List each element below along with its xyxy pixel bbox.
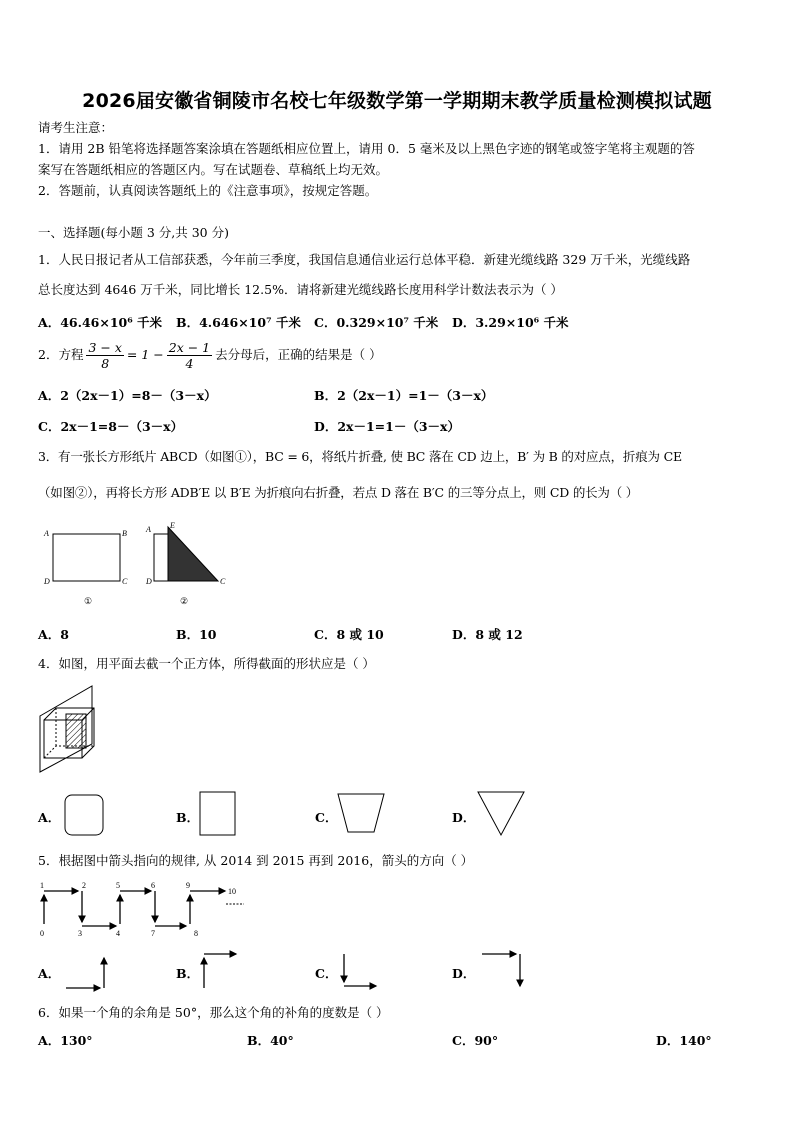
- q1-line-1: 1．人民日报记者从工信部获悉，今年前三季度，我国信息通信业运行总体平稳．新建光缆线路 329 万千米，光缆线路: [38, 252, 691, 267]
- svg-text:B: B: [122, 529, 127, 538]
- q5-option-c: C．: [315, 966, 338, 981]
- q2-fraction-2: [167, 340, 212, 371]
- q5-option-d: D．: [452, 966, 476, 981]
- q3-line-1: 3．有一张长方形纸片 ABCD（如图①），BC = 6，将纸片折叠, 使 BC 落在 CD 边上，B′ 为 B 的对应点，折痕为 CE: [38, 449, 682, 464]
- q6-option-d: D．140°: [656, 1033, 712, 1048]
- q3-option-d: D．8 或 12: [452, 627, 523, 642]
- svg-text:10: 10: [228, 887, 236, 896]
- q2-frac1-den: 8: [101, 355, 110, 371]
- svg-text:D: D: [146, 577, 152, 586]
- q4-option-d: D．: [452, 810, 476, 825]
- q5-option-b: B．: [176, 966, 200, 981]
- q3-option-b: B．10: [176, 627, 217, 642]
- q5-arrow-pattern: [34, 878, 254, 940]
- notice-line-1b: 案写在答题纸相应的答题区内。写在试题卷、草稿纸上均无效。: [38, 162, 389, 177]
- q2-frac2-num: 2x − 1: [168, 339, 211, 355]
- q2-option-d: D．2x－1=1－（3－x）: [314, 419, 461, 434]
- q5-stem: 5．根据图中箭头指向的规律, 从 2014 到 2015 再到 2016，箭头的方向（ ）: [38, 853, 474, 868]
- q4-options: [38, 790, 558, 840]
- q6-stem: 6．如果一个角的余角是 50°，那么这个角的补角的度数是（ ）: [38, 1005, 389, 1020]
- q2-option-b: B．2（2x－1）=1－（3－x）: [314, 388, 494, 403]
- q3-figure-1: [43, 529, 128, 606]
- svg-text:8: 8: [194, 929, 198, 938]
- svg-text:C: C: [220, 577, 226, 586]
- q6-option-a: A．130°: [38, 1033, 93, 1048]
- q1-option-b: B．4.646×10⁷ 千米: [176, 315, 301, 330]
- q2-fraction-1: [86, 340, 123, 371]
- triangle-shape: [476, 790, 526, 838]
- svg-text:7: 7: [151, 929, 155, 938]
- q1-option-d: D．3.29×10⁶ 千米: [452, 315, 569, 330]
- page-title: 2026届安徽省铜陵市名校七年级数学第一学期期末教学质量检测模拟试题: [82, 90, 712, 112]
- q4-option-b: B．: [176, 810, 200, 825]
- trapezoid-shape: [336, 792, 386, 836]
- q4-option-c: C．: [315, 810, 338, 825]
- q6-option-c: C．90°: [452, 1033, 499, 1048]
- arrow-right-then-up-icon: [62, 948, 110, 992]
- q5-option-a: A．: [38, 966, 61, 981]
- q1-option-c: C．0.329×10⁷ 千米: [314, 315, 439, 330]
- notice-heading: 请考生注意：: [38, 120, 114, 135]
- q2-prefix: 2．方程: [38, 347, 84, 362]
- svg-text:3: 3: [78, 929, 82, 938]
- svg-text:1: 1: [40, 881, 44, 890]
- q3-figures: [38, 522, 248, 612]
- notice-line-1a: 1．请用 2B 铅笔将选择题答案涂填在答题纸相应位置上，请用 0．5 毫米及以上黑色字迹的钢笔或签字笔将主观题的答: [38, 141, 695, 156]
- svg-text:5: 5: [116, 881, 120, 890]
- svg-text:A: A: [44, 529, 49, 538]
- svg-text:6: 6: [151, 881, 155, 890]
- q4-option-a: A．: [38, 810, 61, 825]
- arrow-down-then-right-icon: [338, 948, 386, 992]
- q2-option-c: C．2x－1=8－（3－x）: [38, 419, 184, 434]
- q4-stem: 4．如图，用平面去截一个正方体，所得截面的形状应是（ ）: [38, 656, 375, 671]
- q3-line-2: （如图②），再将长方形 ADB′E 以 B′E 为折痕向右折叠，若点 D 落在 B′C 的三等分点上，则 CD 的长为（ ）: [38, 485, 639, 500]
- q2-stem: [38, 337, 382, 373]
- arrow-right-then-down-icon: [478, 948, 526, 996]
- svg-text:9: 9: [186, 881, 190, 890]
- q2-mid: = 1 −: [126, 347, 164, 362]
- q6-option-b: B．40°: [247, 1033, 294, 1048]
- q4-cube-figure: [36, 682, 108, 774]
- rectangle-shape: [198, 790, 238, 838]
- svg-text:4: 4: [116, 929, 120, 938]
- fig2-label: ②: [180, 596, 189, 606]
- q3-option-c: C．8 或 10: [314, 627, 384, 642]
- q1-line-2: 总长度达到 4646 万千米，同比增长 12.5%．请将新建光缆线路长度用科学计数法表示为（ ）: [38, 282, 563, 297]
- arrow-up-then-right-icon: [198, 948, 246, 992]
- svg-text:D: D: [44, 577, 50, 586]
- q3-figure-2: [145, 522, 226, 606]
- q2-frac1-num: 3 − x: [88, 339, 122, 355]
- q2-suffix: 去分母后，正确的结果是（ ）: [215, 347, 382, 362]
- q3-option-a: A．8: [38, 627, 69, 642]
- section-heading: 一、选择题(每小题 3 分,共 30 分): [38, 225, 229, 240]
- notice-line-2: 2．答题前，认真阅读答题纸上的《注意事项》，按规定答题。: [38, 183, 378, 198]
- q1-option-a: A．46.46×10⁶ 千米: [38, 315, 163, 330]
- svg-text:E: E: [170, 522, 175, 530]
- fig1-label: ①: [84, 596, 93, 606]
- svg-text:2: 2: [82, 881, 86, 890]
- q2-option-a: A．2（2x－1）=8－（3－x）: [38, 388, 217, 403]
- svg-text:0: 0: [40, 929, 44, 938]
- q5-options: [38, 946, 558, 994]
- svg-text:C: C: [122, 577, 128, 586]
- svg-text:A: A: [146, 525, 151, 534]
- q2-frac2-den: 4: [185, 355, 194, 371]
- rounded-square-shape: [62, 792, 106, 838]
